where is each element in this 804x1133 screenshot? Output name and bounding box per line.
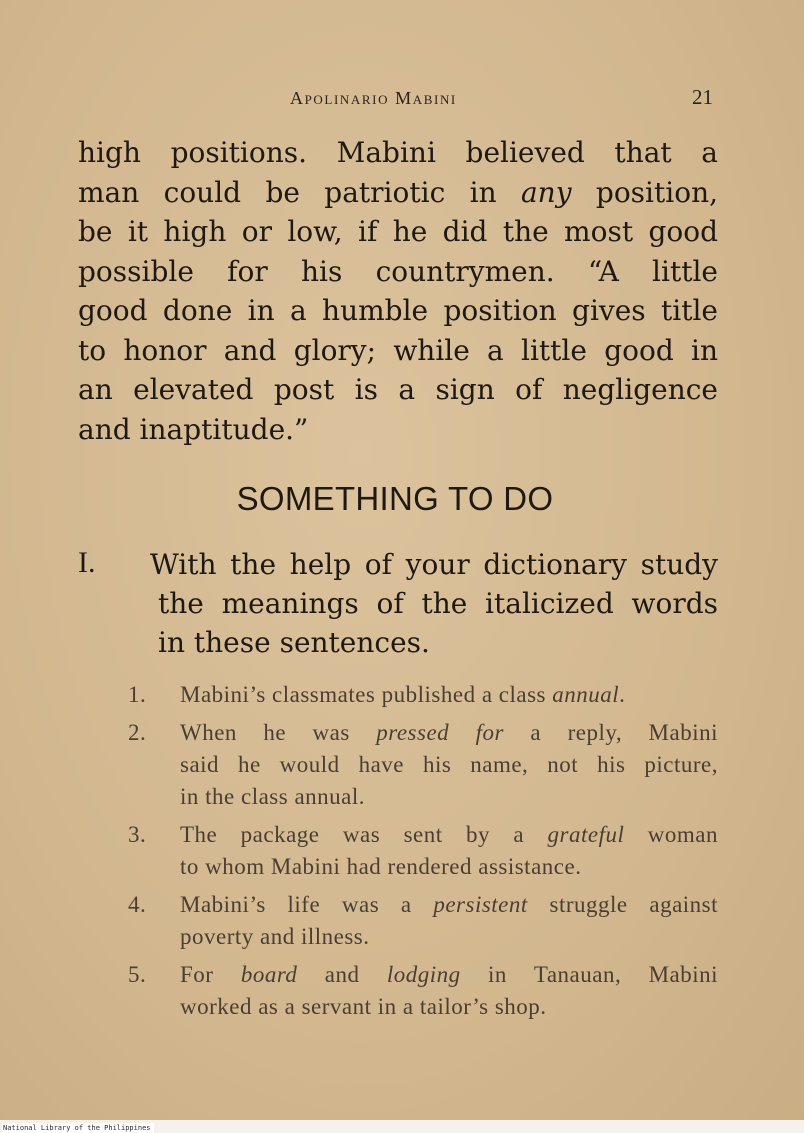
running-title: Apolinario Mabini — [290, 88, 457, 108]
item-number: 5. — [128, 962, 147, 987]
paragraph-line: and inaptitude.” — [78, 412, 309, 446]
exercise-instruction — [150, 545, 718, 662]
paragraph-line: an elevated post is a sign of negligence — [78, 373, 718, 406]
paragraph-line: man could be patriotic in any position, — [78, 175, 718, 209]
item-number: 4. — [128, 892, 147, 917]
section-heading: SOMETHING TO DO — [236, 480, 554, 517]
list-item — [128, 717, 718, 813]
instruction-line: With the help of your dictionary study — [150, 548, 718, 581]
paragraph-line: to honor and glory; while a little good in — [78, 333, 718, 367]
item-line: When he was pressed for a reply, Mabini — [180, 720, 718, 745]
page-number: 21 — [692, 85, 713, 109]
library-credit: National Library of the Philippines — [2, 1123, 154, 1133]
item-line: The package was sent by a grateful woman — [180, 822, 718, 847]
item-line: said he would have his name, not his picture, — [180, 752, 718, 777]
italic-word: persistent — [433, 892, 528, 917]
paragraph-line: good done in a humble position gives title — [78, 294, 718, 327]
item-number: 1. — [128, 682, 147, 707]
item-line: Mabini’s classmates published a class annual. — [180, 682, 626, 707]
item-number: 2. — [128, 720, 147, 745]
item-line: For board and lodging in Tanauan, Mabini — [180, 962, 719, 987]
exercise-numeral: I. — [78, 546, 96, 579]
item-line: to whom Mabini had rendered assistance. — [180, 854, 582, 879]
italic-word: pressed for — [376, 720, 504, 745]
item-line: poverty and illness. — [180, 924, 370, 949]
body-paragraph — [78, 133, 718, 449]
italic-word: lodging — [386, 962, 461, 987]
paragraph-line: be it high or low, if he did the most good — [78, 215, 718, 248]
list-item — [128, 679, 718, 711]
italic-word: board — [240, 962, 298, 987]
list-item — [128, 959, 718, 1023]
paragraph-line: high positions. Mabini believed that a — [78, 136, 718, 169]
item-line: in the class annual. — [180, 784, 366, 809]
instruction-line: in these sentences. — [158, 626, 430, 659]
item-number: 3. — [128, 822, 147, 847]
item-line: Mabini’s life was a persistent struggle against — [180, 892, 719, 917]
list-item — [128, 819, 718, 883]
italic-word: any — [520, 175, 572, 209]
item-line: worked as a servant in a tailor’s shop. — [180, 994, 547, 1019]
italic-word: annual — [552, 682, 620, 707]
sentence-list — [128, 679, 718, 1029]
instruction-line: the meanings of the italicized words — [158, 587, 718, 620]
list-item — [128, 889, 718, 953]
paragraph-line: possible for his countrymen. “A little — [78, 254, 718, 288]
italic-word: grateful — [547, 822, 625, 847]
